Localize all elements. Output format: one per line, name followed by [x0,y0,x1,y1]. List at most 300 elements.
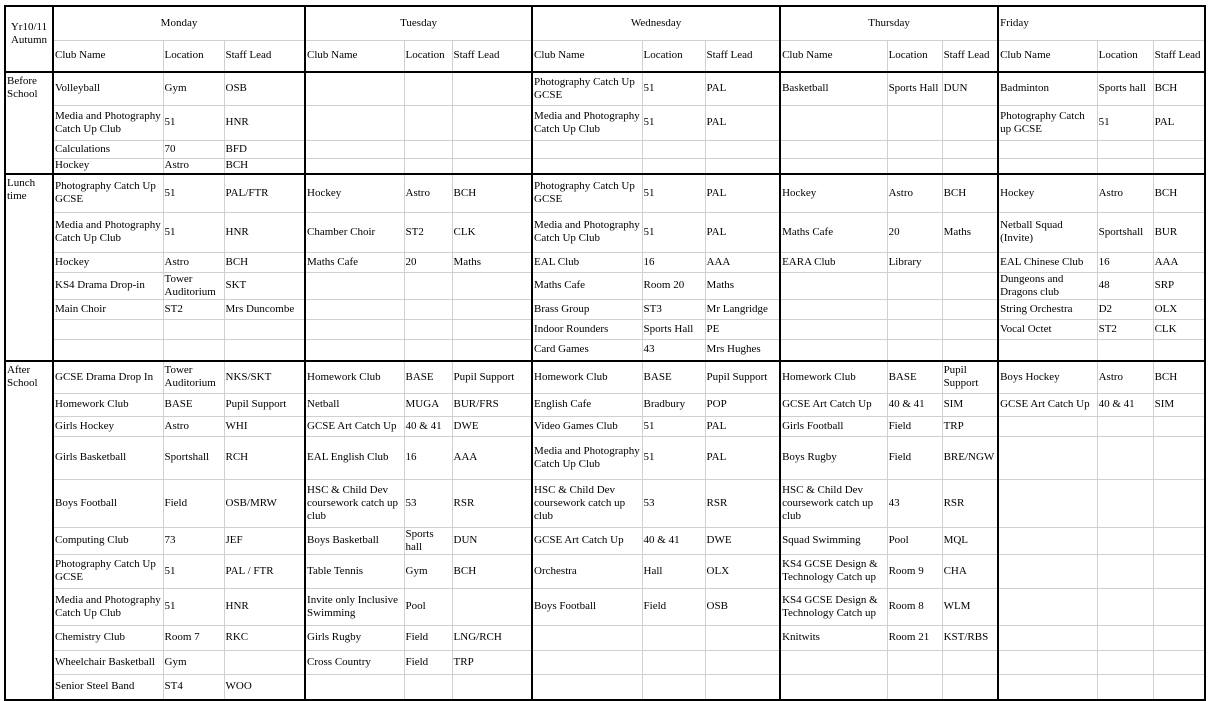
club-name-cell [998,625,1097,650]
staff-lead-cell [1153,554,1205,588]
club-name-cell: Photography Catch Up GCSE [532,174,642,212]
table-row [5,339,1205,361]
staff-lead-cell: JEF [224,527,305,554]
location-cell: Astro [163,158,224,174]
location-cell [404,140,452,158]
club-name-cell [998,339,1097,361]
staff-lead-cell: CLK [1153,319,1205,339]
staff-lead-header-thursday: Staff Lead [942,40,998,72]
location-cell [887,105,942,140]
location-cell [642,140,705,158]
location-cell: ST2 [163,299,224,319]
location-cell [642,158,705,174]
staff-lead-cell [942,339,998,361]
staff-lead-cell: DUN [942,72,998,105]
staff-lead-cell: DWE [452,416,532,436]
location-header-friday: Location [1097,40,1153,72]
club-name-cell: GCSE Art Catch Up [305,416,404,436]
session-label: After School [5,361,53,700]
location-cell [887,299,942,319]
staff-lead-cell: PAL / FTR [224,554,305,588]
staff-lead-cell: NKS/SKT [224,361,305,393]
staff-lead-cell [452,140,532,158]
location-cell: MUGA [404,393,452,416]
club-name-cell: Dungeons and Dragons club [998,272,1097,299]
location-cell: BASE [887,361,942,393]
club-name-cell: String Orchestra [998,299,1097,319]
staff-lead-cell: Pupil Support [942,361,998,393]
location-cell: Sportshall [163,436,224,479]
staff-lead-cell [224,339,305,361]
location-cell [1097,479,1153,527]
staff-lead-cell [452,588,532,625]
club-name-cell: Wheelchair Basketball [53,650,163,674]
club-name-cell [780,674,887,700]
table-row [5,588,1205,625]
club-name-cell: Media and Photography Catch Up Club [532,105,642,140]
club-name-cell [305,272,404,299]
table-row [5,105,1205,140]
location-cell: 70 [163,140,224,158]
location-cell: ST2 [1097,319,1153,339]
club-name-cell: GCSE Art Catch Up [780,393,887,416]
location-cell: Library [887,252,942,272]
club-name-cell [780,650,887,674]
staff-lead-cell [452,72,532,105]
staff-lead-cell: LNG/RCH [452,625,532,650]
staff-lead-cell [224,650,305,674]
staff-lead-cell: WLM [942,588,998,625]
staff-lead-cell [705,158,780,174]
staff-lead-cell: HNR [224,212,305,252]
staff-lead-cell [1153,339,1205,361]
staff-lead-cell: SRP [1153,272,1205,299]
staff-lead-cell [1153,650,1205,674]
club-name-header-tuesday: Club Name [305,40,404,72]
staff-lead-cell: BUR [1153,212,1205,252]
club-name-cell: Homework Club [780,361,887,393]
club-name-cell: Basketball [780,72,887,105]
location-cell: Hall [642,554,705,588]
club-name-cell: KS4 GCSE Design & Technology Catch up [780,588,887,625]
staff-lead-cell [452,339,532,361]
location-cell [163,319,224,339]
table-row [5,436,1205,479]
club-name-cell: Netball [305,393,404,416]
club-name-cell: Badminton [998,72,1097,105]
club-name-cell: Maths Cafe [532,272,642,299]
club-name-cell: Squad Swimming [780,527,887,554]
club-name-cell: Media and Photography Catch Up Club [532,212,642,252]
club-name-cell [780,339,887,361]
location-cell [642,650,705,674]
club-name-cell [998,479,1097,527]
club-name-cell: Girls Hockey [53,416,163,436]
club-name-cell: Knitwits [780,625,887,650]
staff-lead-cell: POP [705,393,780,416]
club-name-cell [305,674,404,700]
club-name-cell: GCSE Art Catch Up [532,527,642,554]
location-cell [642,674,705,700]
location-cell: Gym [163,650,224,674]
staff-lead-cell [942,650,998,674]
location-cell: Field [887,416,942,436]
location-cell [1097,339,1153,361]
staff-lead-cell [705,140,780,158]
staff-lead-cell: MQL [942,527,998,554]
location-cell [887,140,942,158]
club-name-cell: Photography Catch Up GCSE [53,554,163,588]
location-cell [887,272,942,299]
location-cell: 51 [642,105,705,140]
staff-lead-cell: AAA [452,436,532,479]
staff-lead-cell [942,158,998,174]
staff-lead-cell: BCH [452,174,532,212]
club-name-cell [532,140,642,158]
staff-lead-cell: BCH [452,554,532,588]
club-name-cell: Boys Football [53,479,163,527]
staff-lead-cell [942,272,998,299]
club-name-cell [780,140,887,158]
club-name-cell [998,140,1097,158]
club-name-cell: Hockey [53,158,163,174]
location-cell [1097,158,1153,174]
table-row [5,319,1205,339]
club-name-cell: Maths Cafe [780,212,887,252]
location-cell: 40 & 41 [887,393,942,416]
staff-lead-cell: Maths [942,212,998,252]
staff-lead-cell: BCH [1153,72,1205,105]
location-cell: 51 [163,212,224,252]
day-header-friday: Friday [998,6,1205,40]
club-name-cell [780,319,887,339]
staff-lead-cell: SKT [224,272,305,299]
club-name-cell: English Cafe [532,393,642,416]
location-cell [887,339,942,361]
location-cell: Astro [163,252,224,272]
club-name-cell [305,339,404,361]
staff-lead-cell [452,158,532,174]
club-name-cell: Maths Cafe [305,252,404,272]
club-name-cell: Main Choir [53,299,163,319]
staff-lead-cell: AAA [705,252,780,272]
staff-lead-cell: BRE/NGW [942,436,998,479]
staff-lead-cell: BCH [224,252,305,272]
staff-lead-cell [452,674,532,700]
table-row [5,299,1205,319]
location-cell: Sportshall [1097,212,1153,252]
location-cell [404,272,452,299]
location-cell: Astro [404,174,452,212]
club-name-cell: Card Games [532,339,642,361]
club-name-cell: Calculations [53,140,163,158]
staff-lead-cell [224,319,305,339]
staff-lead-cell [452,319,532,339]
session-label: Before School [5,72,53,174]
club-name-cell: Media and Photography Catch Up Club [53,212,163,252]
club-name-cell [305,72,404,105]
table-row [5,674,1205,700]
staff-lead-header-friday: Staff Lead [1153,40,1205,72]
table-row [5,393,1205,416]
club-name-cell [532,625,642,650]
staff-lead-cell [1153,416,1205,436]
location-cell: Sports Hall [887,72,942,105]
club-name-cell: Orchestra [532,554,642,588]
location-cell [1097,588,1153,625]
location-cell: Astro [1097,174,1153,212]
club-name-cell: HSC & Child Dev coursework catch up club [780,479,887,527]
club-name-cell: HSC & Child Dev coursework catch up club [305,479,404,527]
club-name-cell [305,158,404,174]
club-name-cell [998,416,1097,436]
staff-lead-cell [942,252,998,272]
club-name-cell: Girls Basketball [53,436,163,479]
location-cell: Room 8 [887,588,942,625]
table-row [5,527,1205,554]
staff-lead-cell: WOO [224,674,305,700]
club-name-cell: Hockey [53,252,163,272]
staff-lead-cell: AAA [1153,252,1205,272]
location-cell: Astro [163,416,224,436]
staff-lead-cell [1153,479,1205,527]
staff-lead-cell: RSR [942,479,998,527]
club-name-cell: HSC & Child Dev coursework catch up club [532,479,642,527]
club-name-cell: Indoor Rounders [532,319,642,339]
club-name-cell: Homework Club [532,361,642,393]
club-name-cell [305,299,404,319]
club-name-cell: EARA Club [780,252,887,272]
club-name-cell [780,299,887,319]
staff-lead-cell [1153,674,1205,700]
club-name-cell [780,158,887,174]
club-name-cell [780,105,887,140]
club-name-cell [780,272,887,299]
table-row [5,416,1205,436]
staff-lead-cell: PE [705,319,780,339]
staff-lead-cell: BUR/FRS [452,393,532,416]
club-name-cell: Video Games Club [532,416,642,436]
club-name-cell: Vocal Octet [998,319,1097,339]
staff-lead-cell: OSB [705,588,780,625]
location-cell: Pool [887,527,942,554]
staff-lead-cell: PAL [705,174,780,212]
location-cell [404,674,452,700]
club-name-cell: GCSE Art Catch Up [998,393,1097,416]
table-row [5,554,1205,588]
location-cell: BASE [642,361,705,393]
club-name-cell: Girls Football [780,416,887,436]
club-name-header-friday: Club Name [998,40,1097,72]
location-cell [163,339,224,361]
location-cell: ST4 [163,674,224,700]
location-cell: 43 [887,479,942,527]
location-cell: ST2 [404,212,452,252]
staff-lead-cell: OSB/MRW [224,479,305,527]
staff-lead-cell [1153,140,1205,158]
staff-lead-cell [705,625,780,650]
location-header-monday: Location [163,40,224,72]
staff-lead-cell: CLK [452,212,532,252]
staff-lead-cell: Mr Langridge [705,299,780,319]
club-name-cell: Chemistry Club [53,625,163,650]
location-cell [1097,650,1153,674]
staff-lead-cell: BFD [224,140,305,158]
club-name-cell: Table Tennis [305,554,404,588]
staff-lead-cell [942,319,998,339]
staff-lead-cell: TRP [942,416,998,436]
staff-lead-cell [705,650,780,674]
staff-lead-cell: SIM [942,393,998,416]
location-cell [404,72,452,105]
staff-lead-cell [452,272,532,299]
staff-lead-cell: Mrs Duncombe [224,299,305,319]
staff-lead-cell: OLX [1153,299,1205,319]
location-cell: 43 [642,339,705,361]
staff-lead-cell: OSB [224,72,305,105]
location-cell: 16 [404,436,452,479]
table-row [5,272,1205,299]
club-name-cell [998,527,1097,554]
club-name-cell: Boys Basketball [305,527,404,554]
staff-lead-cell: BCH [1153,174,1205,212]
location-cell [887,650,942,674]
location-cell [1097,674,1153,700]
staff-lead-cell: OLX [705,554,780,588]
location-cell [404,319,452,339]
staff-lead-cell: BCH [224,158,305,174]
location-cell: 20 [404,252,452,272]
location-cell [1097,527,1153,554]
club-name-cell: KS4 Drama Drop-in [53,272,163,299]
location-cell [1097,140,1153,158]
staff-lead-cell [1153,436,1205,479]
location-cell: Room 20 [642,272,705,299]
location-cell: 51 [642,174,705,212]
location-cell: 16 [642,252,705,272]
club-name-cell: EAL Chinese Club [998,252,1097,272]
location-cell: Field [887,436,942,479]
staff-lead-cell: RSR [452,479,532,527]
location-cell: 51 [642,416,705,436]
club-name-cell: Homework Club [305,361,404,393]
location-cell [404,158,452,174]
staff-lead-cell: DUN [452,527,532,554]
club-name-cell: Media and Photography Catch Up Club [53,105,163,140]
location-cell [1097,416,1153,436]
staff-lead-cell [942,299,998,319]
location-cell: Field [163,479,224,527]
staff-lead-cell [1153,527,1205,554]
staff-lead-cell: SIM [1153,393,1205,416]
club-name-cell: Cross Country [305,650,404,674]
location-cell [642,625,705,650]
staff-lead-cell [1153,588,1205,625]
club-name-cell [998,158,1097,174]
club-name-cell [305,140,404,158]
staff-lead-cell [942,674,998,700]
table-row [5,361,1205,393]
club-name-header-thursday: Club Name [780,40,887,72]
staff-lead-cell: Pupil Support [224,393,305,416]
location-cell: 40 & 41 [642,527,705,554]
location-cell: Sports hall [1097,72,1153,105]
location-cell: 51 [163,588,224,625]
timetable-grid [4,5,1206,701]
table-row [5,625,1205,650]
club-name-cell [305,105,404,140]
staff-lead-cell: Mrs Hughes [705,339,780,361]
staff-lead-cell: WHI [224,416,305,436]
corner-label: Yr10/11 Autumn [5,6,53,72]
table-row [5,72,1205,105]
staff-lead-cell: BCH [1153,361,1205,393]
club-name-cell: Photography Catch Up GCSE [532,72,642,105]
location-cell: Gym [163,72,224,105]
table-row [5,479,1205,527]
club-name-header-wednesday: Club Name [532,40,642,72]
club-name-cell: Brass Group [532,299,642,319]
staff-lead-header-tuesday: Staff Lead [452,40,532,72]
location-cell: 40 & 41 [1097,393,1153,416]
location-cell: 16 [1097,252,1153,272]
location-cell: Sports hall [404,527,452,554]
day-header-wednesday: Wednesday [532,6,780,40]
staff-lead-cell [452,105,532,140]
location-cell: Pool [404,588,452,625]
staff-lead-cell: BCH [942,174,998,212]
location-header-thursday: Location [887,40,942,72]
staff-lead-cell: Maths [705,272,780,299]
staff-lead-cell: PAL [705,212,780,252]
location-cell: 48 [1097,272,1153,299]
staff-lead-cell: PAL [705,436,780,479]
location-cell: ST3 [642,299,705,319]
staff-lead-cell: PAL [1153,105,1205,140]
location-cell [1097,436,1153,479]
table-row [5,212,1205,252]
club-name-cell [53,319,163,339]
location-cell: Field [642,588,705,625]
location-cell: 51 [642,72,705,105]
location-cell [1097,625,1153,650]
location-cell: Tower Auditorium [163,361,224,393]
club-name-cell: Boys Hockey [998,361,1097,393]
location-cell [404,105,452,140]
location-cell: Gym [404,554,452,588]
location-cell: 51 [163,174,224,212]
location-cell: Room 9 [887,554,942,588]
club-name-cell: Girls Rugby [305,625,404,650]
location-cell: 53 [642,479,705,527]
location-cell: Tower Auditorium [163,272,224,299]
club-name-cell: Media and Photography Catch Up Club [532,436,642,479]
staff-lead-cell: Pupil Support [705,361,780,393]
location-cell [887,158,942,174]
staff-lead-cell: PAL [705,72,780,105]
staff-lead-cell: RSR [705,479,780,527]
location-cell: 73 [163,527,224,554]
staff-lead-cell: Maths [452,252,532,272]
club-name-cell: KS4 GCSE Design & Technology Catch up [780,554,887,588]
staff-lead-cell: RCH [224,436,305,479]
table-row [5,650,1205,674]
club-name-cell [532,650,642,674]
location-cell [404,299,452,319]
staff-lead-cell: TRP [452,650,532,674]
location-cell: Field [404,625,452,650]
location-cell: D2 [1097,299,1153,319]
